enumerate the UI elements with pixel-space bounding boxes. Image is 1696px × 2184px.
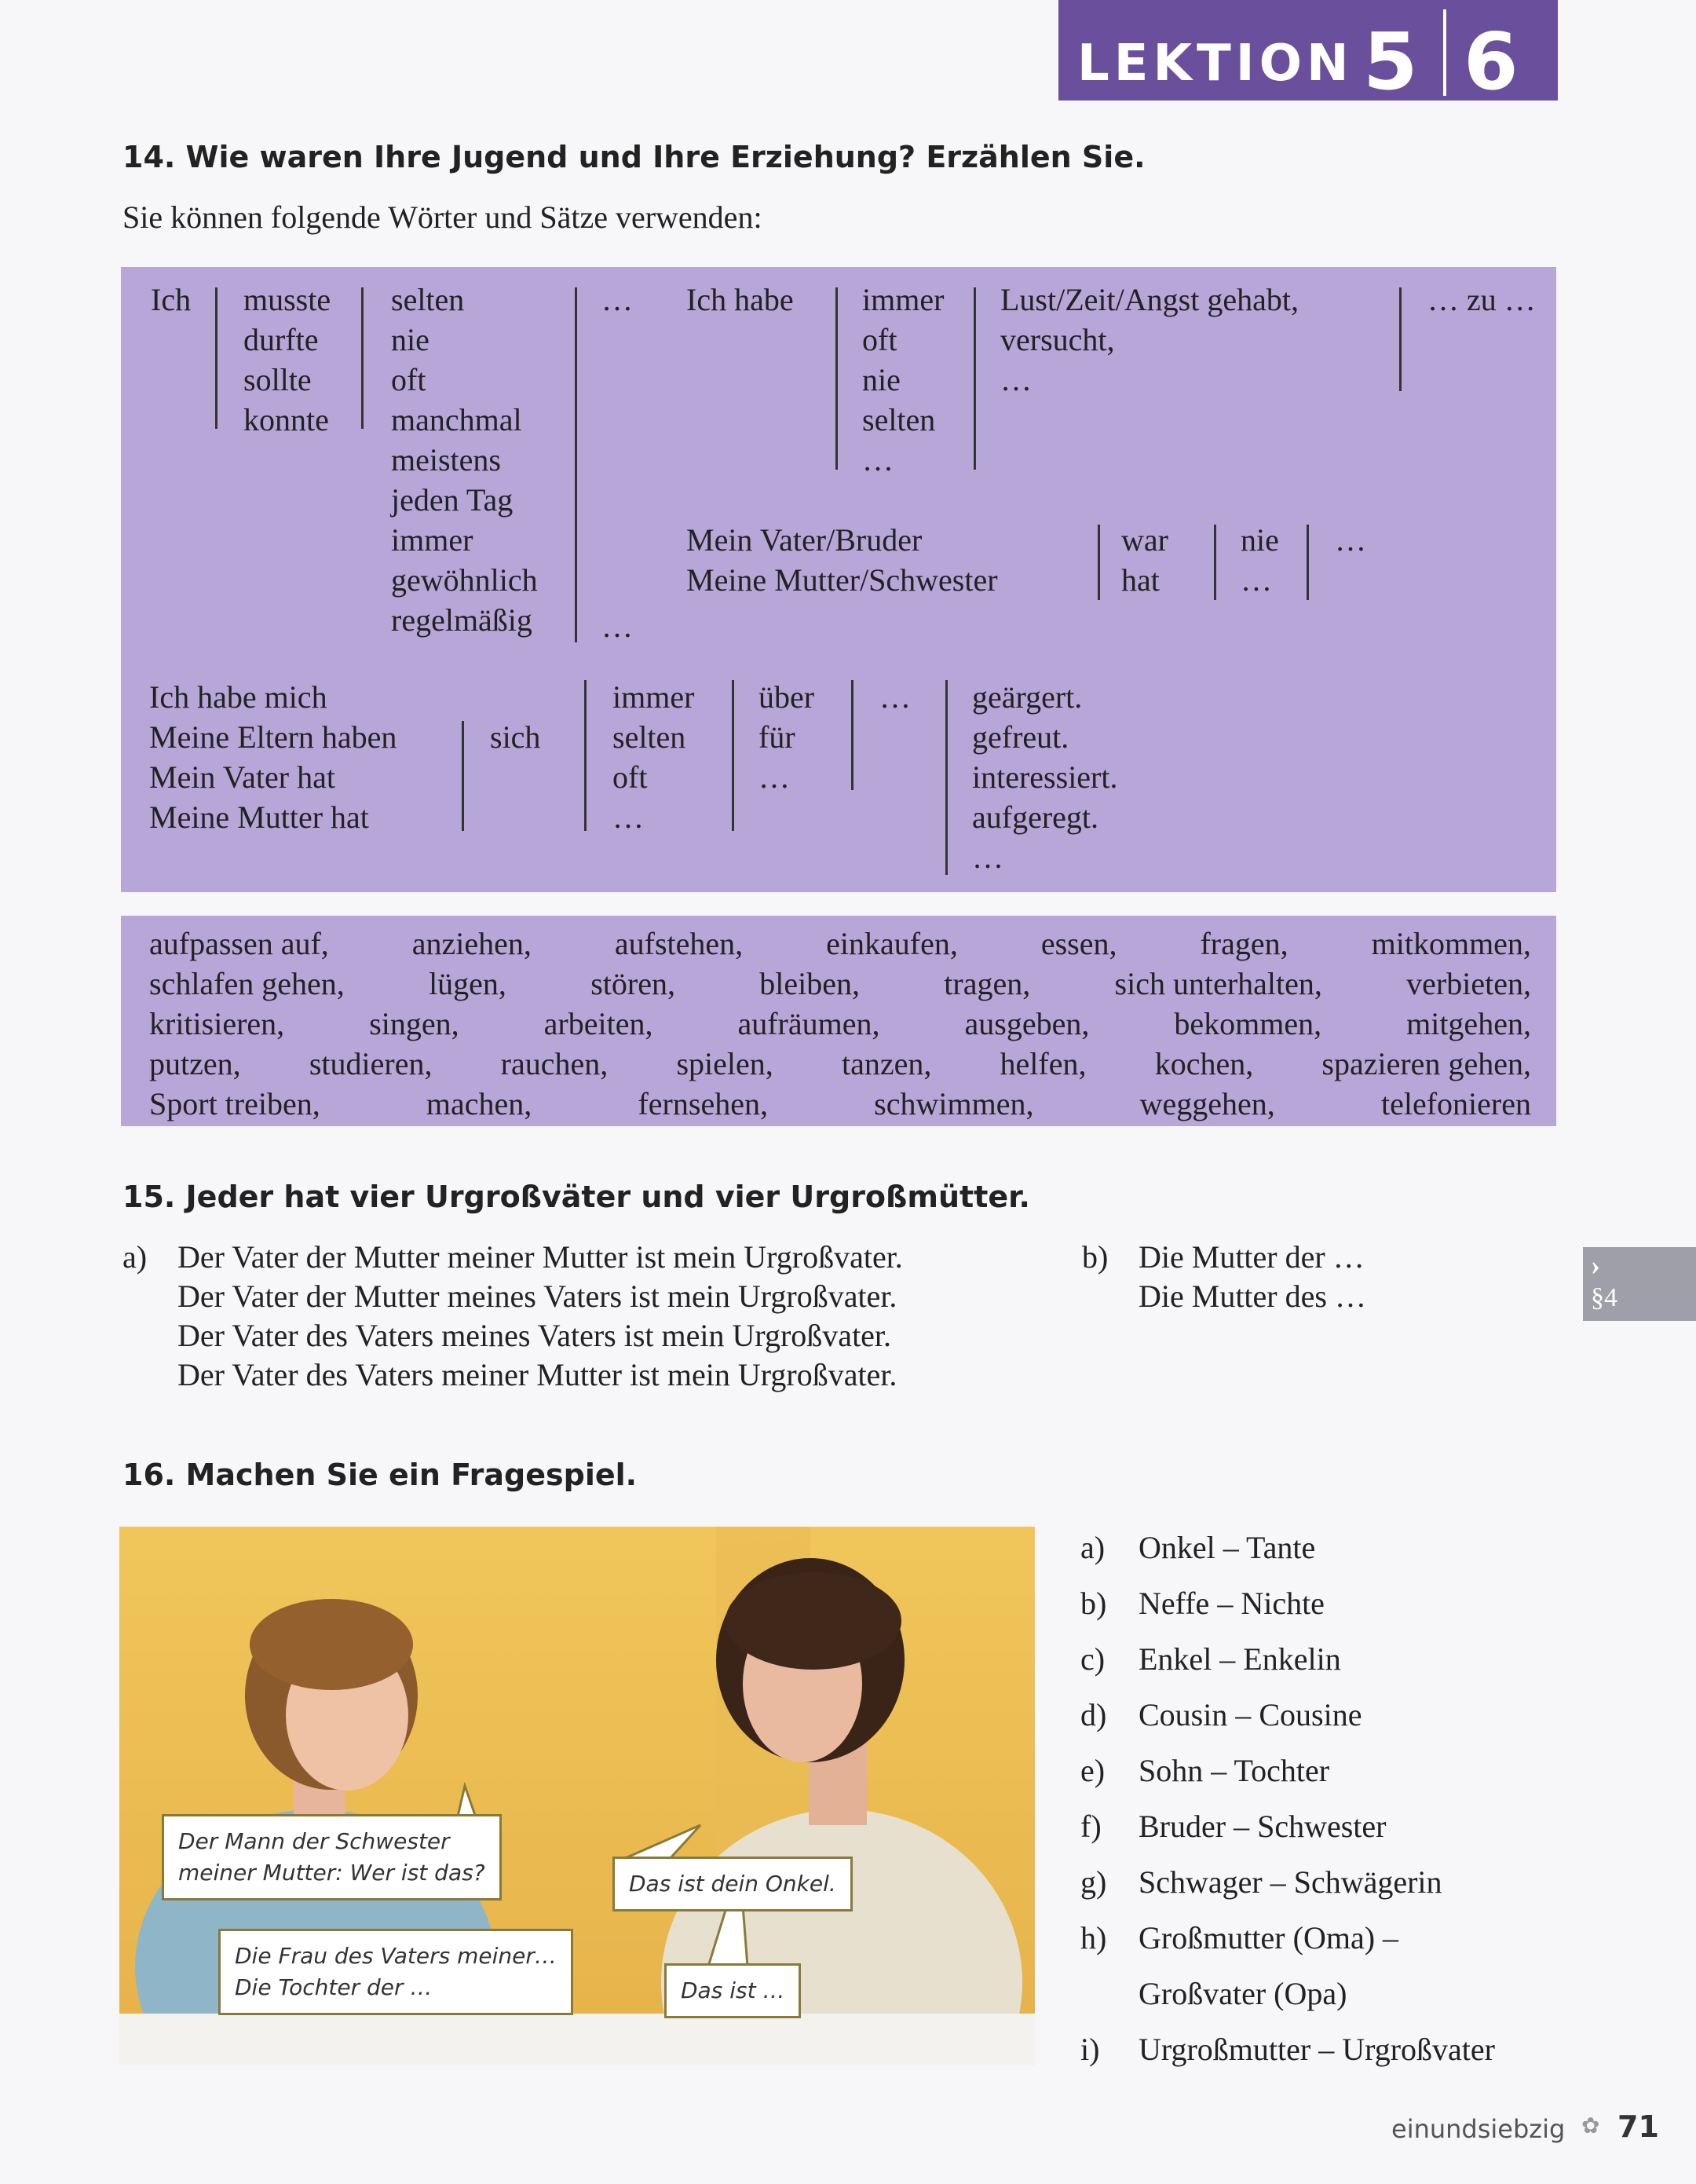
lektion-divider	[1443, 9, 1446, 96]
t3-subjects: Mein Vater/Bruder Meine Mutter/Schwester	[686, 522, 998, 598]
t1-adverbs: selten nie oft manchmal meistens jeden Tag immer gewöhnlich regelmäßig	[391, 282, 538, 638]
grammar-reference-marker[interactable]	[1583, 1247, 1696, 1321]
ex15-label-b: b)	[1082, 1239, 1109, 1275]
paragraph-ref: §4	[1591, 1283, 1617, 1312]
t3-line-1	[1098, 525, 1100, 600]
t3-line-3	[1307, 525, 1309, 600]
ex14-grammar-box	[121, 267, 1556, 892]
t4-freq: immer selten oft …	[612, 679, 695, 835]
lektion-tab	[1058, 0, 1558, 108]
list-item-continuation: Großvater (Opa)	[1139, 1976, 1347, 2011]
t2-end: … zu …	[1427, 282, 1536, 317]
t3-verbs: war hat	[1121, 522, 1168, 598]
list-item: d) Cousin – Cousine	[1080, 1697, 1362, 1732]
ex16-title: 16. Machen Sie ein Fragespiel.	[122, 1458, 638, 1492]
t4-reflexive: sich	[490, 719, 541, 755]
speech-bubble-question-2: Die Frau des Vaters meiner… Die Tochter der …	[218, 1929, 573, 2015]
t2-freq: immer oft nie selten …	[862, 282, 945, 477]
list-item: b) Neffe – Nichte	[1080, 1586, 1325, 1621]
t4-line-3	[732, 680, 734, 831]
t4-line-5	[945, 680, 948, 875]
t1-subject: Ich	[151, 282, 192, 317]
page-number-word: einundsiebzig	[1391, 2114, 1566, 2144]
verb-row: aufpassen auf, anziehen, aufstehen, einkaufen, essen, fragen, mitkommen,	[149, 926, 1531, 961]
verb-row: schlafen gehen, lügen, stören, bleiben, tragen, sich unterhalten, verbieten,	[149, 966, 1531, 1001]
list-item: f) Bruder – Schwester	[1080, 1809, 1387, 1844]
t4-dots: …	[879, 679, 911, 715]
lektion-number-5: 5	[1363, 16, 1418, 108]
list-item: g) Schwager – Schwägerin	[1080, 1864, 1442, 1900]
t1-line-1	[215, 287, 217, 429]
page-number: 71	[1617, 2109, 1659, 2144]
verb-grid	[149, 924, 1531, 1124]
t1-line-3	[575, 287, 577, 642]
verb-row: kritisieren, singen, arbeiten, aufräumen, ausgeben, bekommen, mitgehen,	[149, 1006, 1531, 1041]
verb-row: putzen, studieren, rauchen, spielen, tanzen, helfen, kochen, spazieren gehen,	[149, 1046, 1531, 1081]
ex14-title: 14. Wie waren Ihre Jugend und Ihre Erziehung? Erzählen Sie.	[122, 140, 1146, 174]
ex14-intro: Sie können folgende Wörter und Sätze verwenden:	[122, 199, 762, 235]
t4-preps: über für …	[758, 679, 815, 795]
speech-bubble-answer-1: Das ist dein Onkel.	[612, 1857, 853, 1911]
ex14-verb-box	[121, 916, 1556, 1126]
ex15-lines-a: Der Vater der Mutter meiner Mutter ist mein Urgroßvater. Der Vater der Mutter meines Vaters ist mein Urgroßvater. Der Vater des Vaters meines Vaters ist mein Urgroßvater. Der Vater des Vaters meiner Mutter ist mein Urgroßvater.	[177, 1239, 903, 1392]
t4-line-4	[851, 680, 853, 790]
t4-subjects: Ich habe mich Meine Eltern haben Mein Vater hat Meine Mutter hat	[149, 679, 397, 835]
footer-ornament-icon: ✿	[1581, 2114, 1600, 2138]
list-item: a) Onkel – Tante	[1080, 1530, 1316, 1565]
t2-line-2	[974, 287, 976, 470]
speech-bubble-answer-2: Das ist …	[664, 1963, 801, 2018]
t4-participles: geärgert. gefreut. interessiert. aufgeregt. …	[972, 679, 1118, 875]
t3-line-2	[1214, 525, 1216, 600]
list-item: i) Urgroßmutter – Urgroßvater	[1080, 2032, 1495, 2067]
t2-line-3	[1399, 287, 1402, 391]
t1-line-2	[361, 287, 364, 429]
t2-line-1	[835, 287, 838, 470]
t3-neg: nie …	[1241, 522, 1279, 598]
verb-row: Sport treiben, machen, fernsehen, schwimmen, weggehen, telefonieren	[149, 1086, 1531, 1121]
t4-line-2	[584, 680, 587, 831]
list-item: h) Großmutter (Oma) –	[1080, 1920, 1399, 1955]
t4-line-1	[462, 721, 464, 831]
t1-dots-bottom: …	[601, 609, 633, 644]
lektion-label: LEKTION	[1077, 35, 1354, 93]
lektion-number-6: 6	[1464, 16, 1519, 108]
photo-two-women-talking	[119, 1527, 1035, 2065]
ex15-title: 15. Jeder hat vier Urgroßväter und vier Urgroßmütter.	[122, 1180, 1030, 1214]
list-item: e) Sohn – Tochter	[1080, 1753, 1330, 1788]
t2-objects: Lust/Zeit/Angst gehabt, versucht, …	[1000, 282, 1299, 397]
ex15-lines-b: Die Mutter der … Die Mutter des …	[1139, 1239, 1366, 1314]
t2-subject: Ich habe	[686, 282, 794, 317]
list-item: c) Enkel – Enkelin	[1080, 1641, 1341, 1677]
chevron-right-icon: ›	[1591, 1249, 1600, 1281]
speech-bubble-question-1: Der Mann der Schwester meiner Mutter: Wer ist das?	[162, 1814, 502, 1900]
t3-end: …	[1335, 522, 1366, 558]
t1-modals: musste durfte sollte konnte	[243, 282, 331, 437]
ex15-label-a: a)	[122, 1239, 148, 1275]
t1-dots-top: …	[601, 282, 633, 317]
